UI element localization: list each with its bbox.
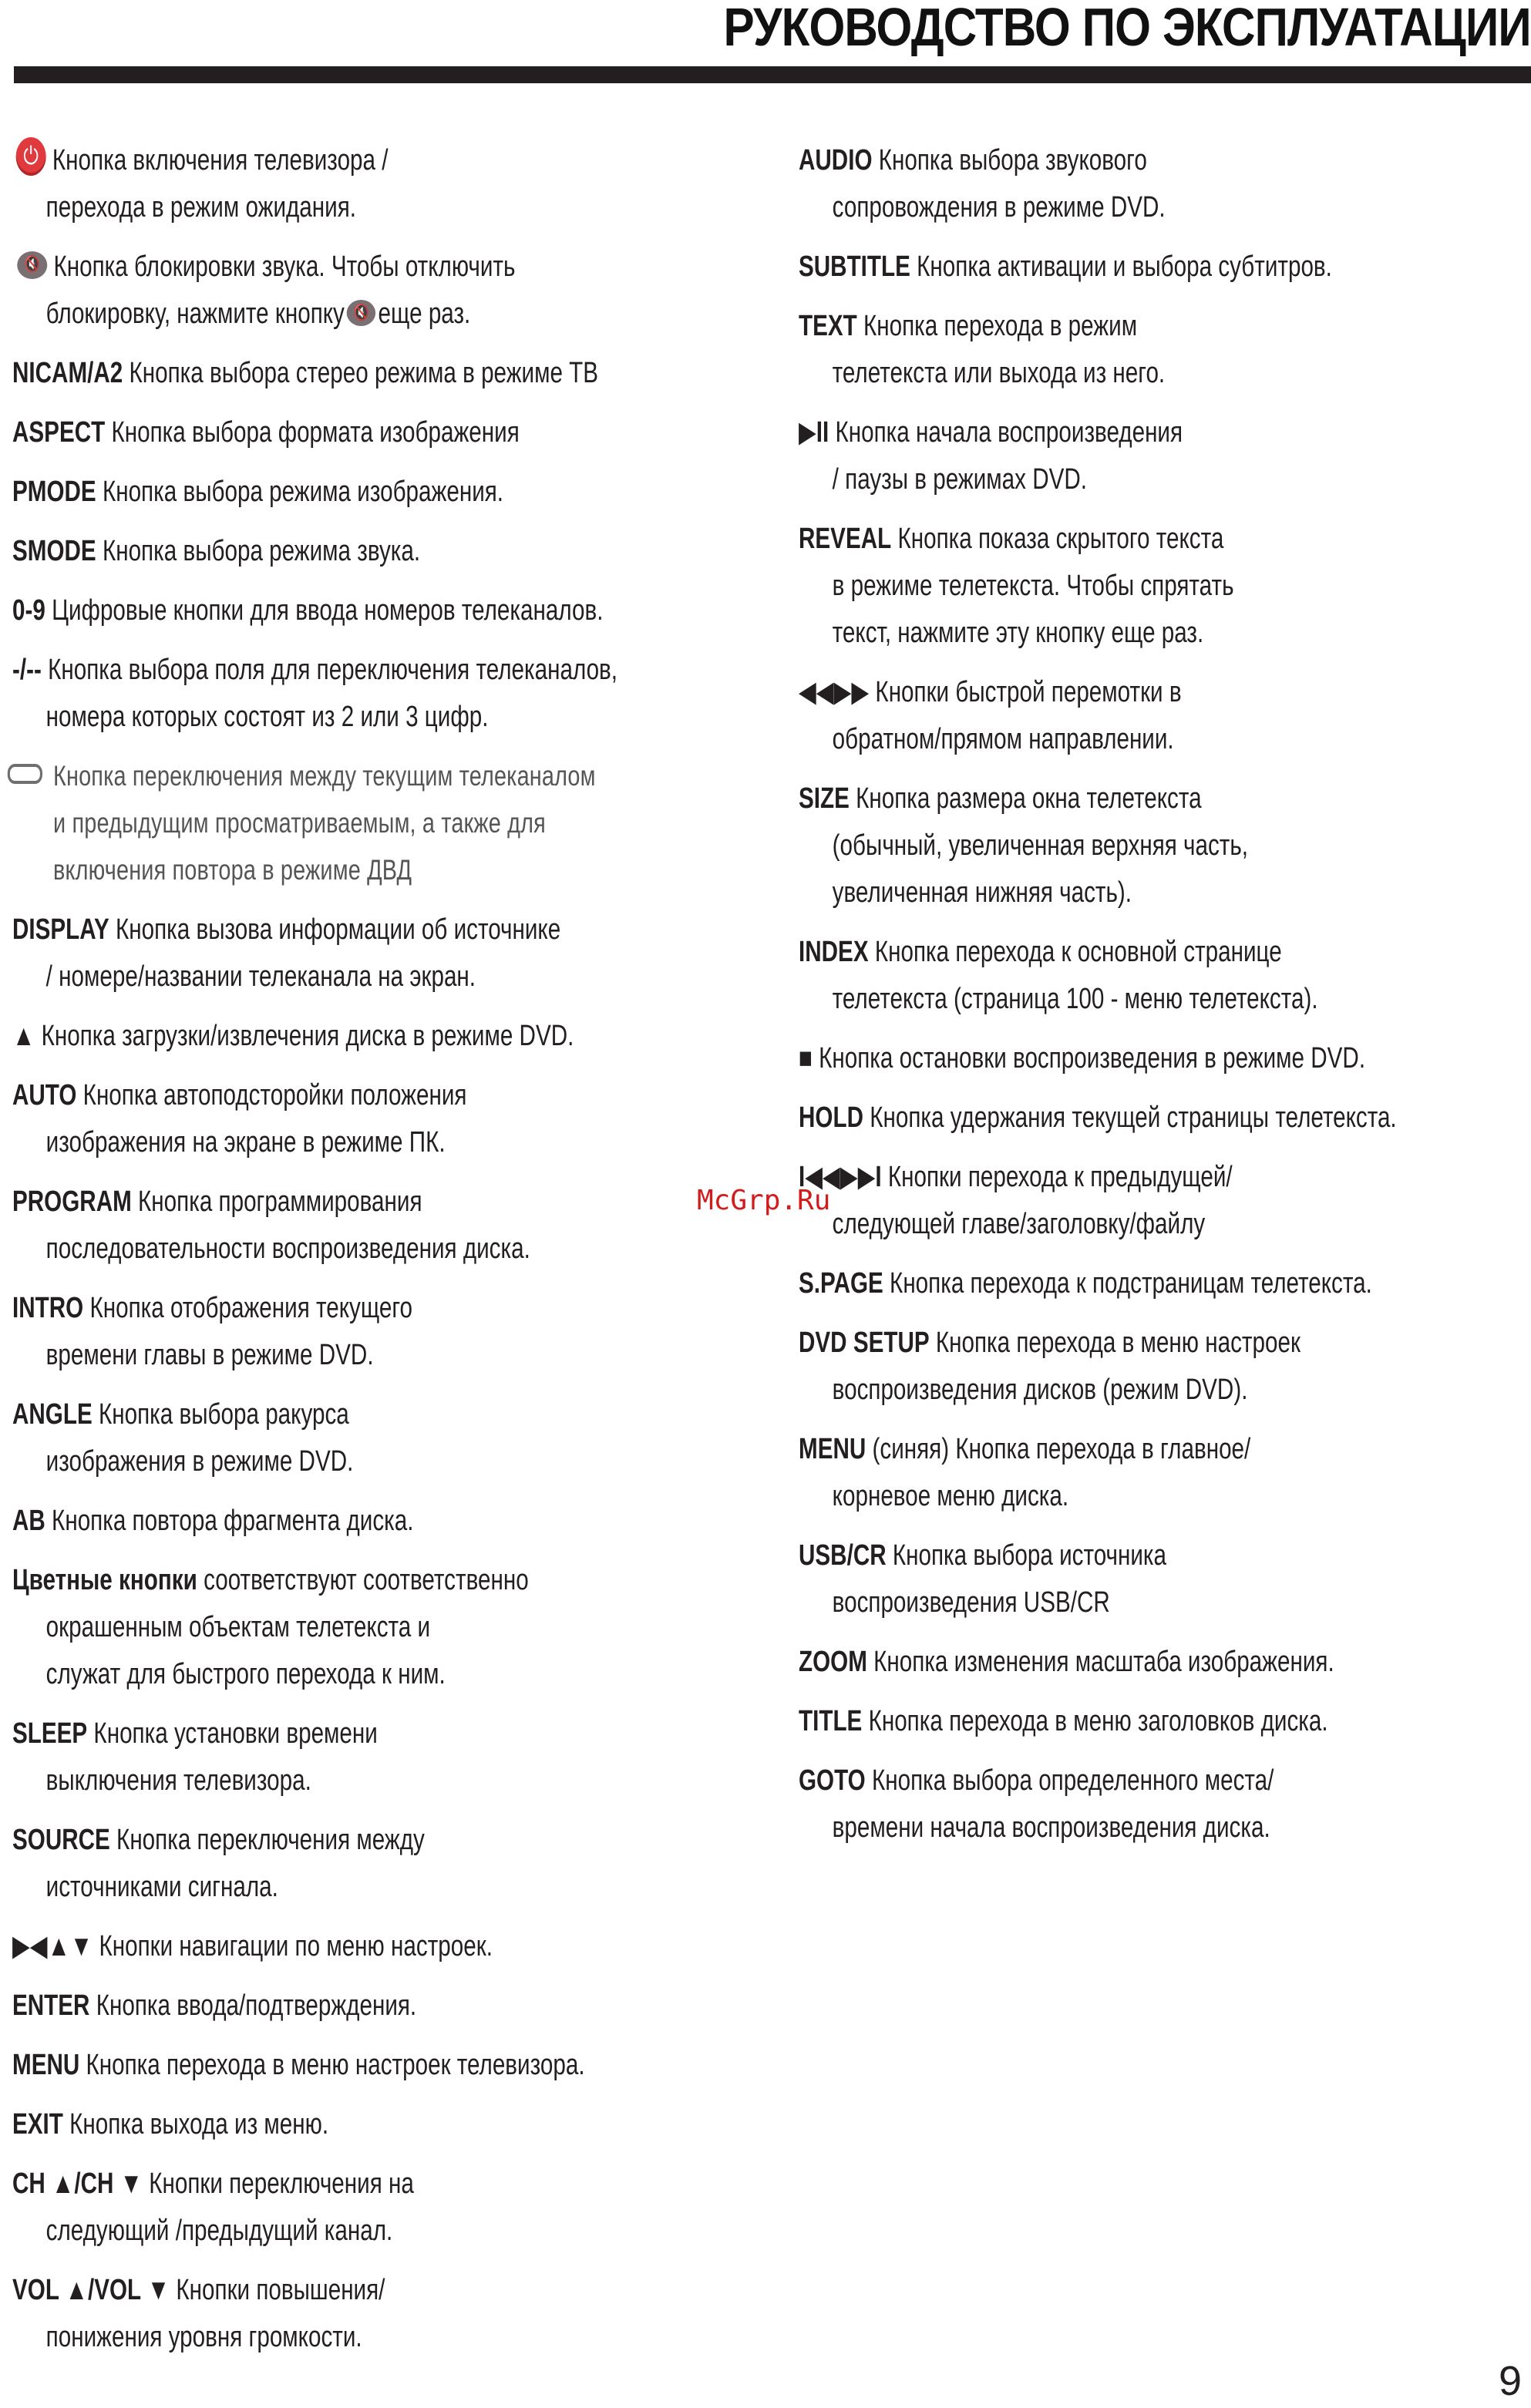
button-key-label: ▲ [12,1020,35,1052]
button-description-entry [12,2042,768,2089]
left-column [12,137,768,2373]
entry-text: Кнопка загрузки/извлечения диска в режиме DVD. [41,1020,574,1052]
entry-text: изображения в режиме DVD. [45,1445,354,1478]
entry-line-1 [12,647,768,694]
entry-line-1 [12,1817,768,1864]
entry-line-2 [12,184,768,231]
button-description-entry [12,1557,768,1698]
entry-line-2 [12,953,768,1001]
entry-line-1 [12,244,768,291]
entry-line-1 [799,303,1523,350]
entry-line-1 [12,1179,768,1226]
button-description-entry [799,669,1523,763]
entry-line-3 [12,1651,768,1698]
button-key-label: ASPECT [12,416,106,449]
button-description-entry [12,2101,768,2148]
button-description-entry [799,1260,1523,1307]
entry-text: номера которых состоят из 2 или 3 цифр. [45,701,489,733]
button-description-entry [12,1710,768,1804]
entry-line-2 [12,2314,768,2361]
entry-line-1 [12,469,768,516]
button-key-label: DVD SETUP [799,1327,930,1359]
button-key-label: SUBTITLE [799,251,910,283]
button-key-label: ◀◀▶▶ [799,676,870,708]
button-description-entry [799,1532,1523,1626]
entry-line-1 [12,1285,768,1332]
button-description-entry [12,1013,768,1060]
entry-text: Кнопка активации и выбора субтитров. [917,251,1332,283]
entry-text: воспроизведения USB/CR [832,1586,1110,1619]
entry-text: перехода в режим ожидания. [45,191,357,224]
entry-text: увеличенная нижняя часть). [832,876,1132,909]
entry-line-2 [12,1604,768,1651]
entry-line-3 [12,847,768,894]
button-key-label: AUTO [12,1079,77,1112]
entry-text: Кнопка перехода в меню настроек телевизора. [86,2049,585,2081]
entry-text: Кнопки переключения на [149,2168,414,2200]
entry-line-2 [799,822,1523,869]
button-description-entry [12,1179,768,1273]
page-title: РУКОВОДСТВО ПО ЭКСПЛУАТАЦИИ [723,0,1531,57]
button-key-label: TITLE [799,1705,863,1737]
entry-line-1 [12,409,768,456]
entry-text: следующий /предыдущий канал. [45,2215,393,2247]
entry-line-1 [12,1391,768,1438]
entry-text: Кнопка перехода в меню настроек [935,1327,1301,1359]
entry-text: Кнопка перехода в меню заголовков диска. [868,1705,1328,1737]
entry-line-2 [799,184,1523,231]
entry-line-2 [799,976,1523,1023]
button-description-entry [799,1426,1523,1520]
entry-line-1 [799,1320,1523,1367]
button-key-label: Цветные кнопки [12,1564,197,1596]
button-key-label: PROGRAM [12,1186,132,1218]
entry-text: / номере/названии телеканала на экран. [45,960,476,993]
button-description-entry [799,1698,1523,1745]
entry-line-1 [12,753,768,800]
button-key-label: ZOOM [799,1646,867,1678]
button-key-label: REVEAL [799,523,892,555]
entry-line-1 [799,1639,1523,1686]
entry-text: Кнопки перехода к предыдущей/ [887,1161,1233,1193]
button-key-label: ANGLE [12,1398,93,1431]
entry-text: воспроизведения дисков (режим DVD). [832,1374,1248,1406]
entry-line-1 [12,2161,768,2208]
button-key-label: SMODE [12,535,96,567]
button-key-label: NICAM/A2 [12,357,123,389]
button-description-entry [12,528,768,575]
button-key-label: TEXT [799,310,857,342]
entry-text: Кнопка выбора стерео режима в режиме ТВ [129,357,599,389]
button-key-label: VOL ▲/VOL ▼ [12,2274,170,2306]
entry-text: Кнопка выбора звукового [878,144,1147,177]
entry-text: Кнопка установки времени [93,1717,378,1750]
button-description-entry [12,1983,768,2030]
button-description-entry [799,303,1523,397]
entry-line-2 [799,350,1523,397]
entry-text: последовательности воспроизведения диска. [45,1233,530,1265]
entry-line-2 [12,1332,768,1379]
entry-text: Кнопка вызова информации об источнике [115,913,561,946]
entry-text: Кнопка выбора поля для переключения телеканалов, [48,654,618,686]
entry-line-1 [799,1532,1523,1579]
entry-text: источниками сигнала. [45,1871,278,1903]
button-description-entry [12,244,768,338]
button-description-entry [12,2267,768,2361]
button-description-entry [12,137,768,231]
header-rule [14,66,1531,83]
button-key-label: GOTO [799,1764,866,1797]
entry-line-1 [799,775,1523,822]
entry-line-3 [799,610,1523,657]
entry-text: Кнопка выбора режима звука. [102,535,421,567]
button-description-entry [12,1391,768,1485]
entry-line-2 [12,1757,768,1804]
entry-text: Кнопка перехода к основной странице [874,936,1282,968]
entry-text: следующей главе/заголовку/файлу [832,1208,1206,1240]
button-description-entry [12,1923,768,1970]
entry-text: Кнопка отображения текущего [89,1292,413,1324]
entry-text: выключения телевизора. [45,1764,311,1797]
entry-line-1 [12,1983,768,2030]
entry-text: времени главы в режиме DVD. [45,1339,374,1371]
button-key-label: ENTER [12,1989,90,2022]
entry-text: Цифровые кнопки для ввода номеров телеканалов. [52,594,604,627]
entry-line-1 [799,1260,1523,1307]
button-description-entry [12,647,768,741]
mute-button-icon [17,251,47,279]
entry-line-2 [799,1367,1523,1414]
entry-line-2 [12,291,768,338]
entry-line-2 [12,694,768,741]
entry-line-1 [799,137,1523,184]
entry-text: Кнопка перехода в режим [863,310,1138,342]
entry-text: служат для быстрого перехода к ним. [45,1658,446,1690]
entry-text: в режиме телетекста. Чтобы спрятать [832,570,1234,602]
entry-line-1 [799,516,1523,563]
button-key-label: MENU [12,2049,80,2081]
entry-line-2 [12,2208,768,2255]
entry-text: времени начала воспроизведения диска. [832,1811,1270,1844]
button-description-entry [12,753,768,894]
entry-text: Кнопка остановки воспроизведения в режиме DVD. [819,1042,1366,1075]
entry-text: Кнопка выбора определенного места/ [871,1764,1274,1797]
entry-line-2 [12,800,768,847]
entry-text: Кнопка изменения масштаба изображения. [873,1646,1334,1678]
entry-line-1 [12,1498,768,1545]
entry-text: блокировку, нажмите кнопку [45,298,345,330]
entry-text: Кнопки быстрой перемотки в [875,676,1182,708]
entry-text: Кнопка блокировки звука. Чтобы отключить [53,251,516,283]
entry-line-1 [12,1557,768,1604]
entry-text: Кнопка выбора источника [892,1539,1167,1572]
entry-line-1 [799,1095,1523,1142]
entry-text: (синяя) Кнопка перехода в главное/ [872,1433,1251,1465]
entry-text: Кнопка показа скрытого текста [897,523,1224,555]
entry-line-2 [799,1201,1523,1248]
button-description-entry [12,469,768,516]
entry-line-1 [799,1035,1523,1082]
entry-line-1 [799,1426,1523,1473]
button-description-entry [12,587,768,634]
button-description-entry [799,1757,1523,1851]
entry-line-2 [799,456,1523,503]
entry-line-1 [12,1013,768,1060]
entry-text: телетекста или выхода из него. [832,357,1166,389]
button-key-label: ■ [799,1042,813,1075]
entry-text: еще раз. [378,298,471,330]
entry-line-2 [12,1226,768,1273]
entry-text: окрашенным объектам телетекста и [45,1611,431,1643]
entry-text: Кнопка программирования [138,1186,422,1218]
entry-text: Кнопка размера окна телетекста [856,782,1202,815]
entry-text: соответствуют соответственно [204,1564,529,1596]
button-key-label: ▶◀▲▼ [12,1930,93,1962]
entry-line-1 [12,528,768,575]
button-key-label: USB/CR [799,1539,887,1572]
button-key-label: -/-- [12,654,42,686]
button-description-entry [12,2161,768,2255]
button-description-entry [12,409,768,456]
button-key-label: EXIT [12,2108,63,2141]
entry-text: Кнопка удержания текущей страницы телетекста. [870,1101,1397,1134]
entry-text: (обычный, увеличенная верхняя часть, [832,829,1249,862]
entry-text: Кнопки навигации по меню настроек. [99,1930,493,1962]
button-description-entry [799,775,1523,916]
button-key-label: INTRO [12,1292,84,1324]
button-key-label: SIZE [799,782,850,815]
entry-text: Кнопка выбора формата изображения [111,416,520,449]
entry-line-2 [799,1579,1523,1626]
entry-text: Кнопка выхода из меню. [69,2108,329,2141]
button-key-label: SLEEP [12,1717,88,1750]
entry-line-2 [799,563,1523,610]
entry-text: Кнопка автоподсторойки положения [82,1079,467,1112]
entry-text: корневое меню диска. [832,1480,1069,1512]
entry-text: обратном/прямом направлении. [832,723,1174,755]
entry-text: Кнопка выбора режима изображения. [102,476,504,508]
button-key-label: MENU [799,1433,866,1465]
entry-line-1 [12,2267,768,2314]
button-key-label: INDEX [799,936,869,968]
button-key-label: S.PAGE [799,1267,883,1300]
entry-text: изображения на экране в режиме ПК. [45,1126,446,1159]
button-key-label: CH ▲/CH ▼ [12,2168,143,2200]
entry-line-1 [799,1757,1523,1804]
recall-icon [8,764,42,784]
button-description-entry [799,1639,1523,1686]
page-number: 9 [1498,2358,1522,2404]
entry-text: включения повтора в режиме ДВД [53,854,412,886]
button-description-entry [799,244,1523,291]
watermark: McGrp.Ru [697,1185,831,1216]
button-description-entry [799,1095,1523,1142]
button-description-entry [799,409,1523,503]
entry-line-1 [799,244,1523,291]
entry-line-1 [12,1072,768,1119]
button-description-entry [12,1072,768,1166]
entry-line-2 [12,1438,768,1485]
entry-line-1 [12,906,768,953]
entry-text: Кнопка выбора ракурса [98,1398,349,1431]
entry-line-2 [799,1473,1523,1520]
button-key-label: AB [12,1505,45,1537]
entry-text: Кнопка ввода/подтверждения. [96,1989,417,2022]
entry-text: сопровождения в режиме DVD. [832,191,1166,224]
entry-line-1 [799,1154,1523,1201]
button-key-label: DISPLAY [12,913,109,946]
button-key-label: ▶II [799,416,829,449]
button-description-entry [12,1498,768,1545]
entry-line-1 [799,409,1523,456]
button-description-entry [799,1035,1523,1082]
entry-text: Кнопка начала воспроизведения [835,416,1183,449]
button-key-label: PMODE [12,476,96,508]
entry-line-3 [799,869,1523,916]
entry-line-1 [799,669,1523,716]
button-description-entry [799,137,1523,231]
button-key-label: HOLD [799,1101,863,1134]
button-key-label: SOURCE [12,1824,110,1856]
entry-line-1 [12,2042,768,2089]
entry-text: / паузы в режимах DVD. [832,463,1088,496]
button-description-entry [12,1817,768,1911]
button-description-entry [12,350,768,397]
button-key-label: I◀◀▶▶I [799,1161,882,1193]
button-key-label: 0-9 [12,594,45,627]
entry-line-1 [12,1710,768,1757]
entry-line-1 [12,137,768,184]
entry-line-2 [12,1864,768,1911]
entry-text: Кнопка переключения между [116,1824,425,1856]
entry-line-1 [12,1923,768,1970]
entry-text: телетекста (страница 100 - меню телетекста). [832,983,1318,1015]
button-description-entry [799,1320,1523,1414]
entry-line-2 [12,1119,768,1166]
button-description-entry [12,1285,768,1379]
entry-text: Кнопка перехода к подстраницам телетекста. [890,1267,1372,1300]
entry-text: Кнопка переключения между текущим телеканалом [53,760,596,792]
entry-line-1 [799,1698,1523,1745]
entry-text: текст, нажмите эту кнопку еще раз. [832,617,1204,649]
entry-line-1 [12,2101,768,2148]
button-key-label: AUDIO [799,144,873,177]
entry-text: Кнопка включения телевизора / [52,144,389,177]
entry-text: и предыдущим просматриваемым, а также для [53,807,546,839]
mute-button-icon [347,300,375,326]
entry-text: понижения уровня громкости. [45,2321,362,2353]
button-description-entry [799,929,1523,1023]
button-description-entry [12,906,768,1001]
button-description-entry [799,1154,1523,1248]
button-description-entry [799,516,1523,657]
power-button-icon [16,137,46,176]
entry-line-1 [12,587,768,634]
entry-text: Кнопки повышения/ [176,2274,385,2306]
entry-line-1 [12,350,768,397]
entry-text: Кнопка повтора фрагмента диска. [52,1505,414,1537]
entry-line-2 [799,1804,1523,1851]
right-column [799,137,1523,1864]
entry-line-2 [799,716,1523,763]
entry-line-1 [799,929,1523,976]
